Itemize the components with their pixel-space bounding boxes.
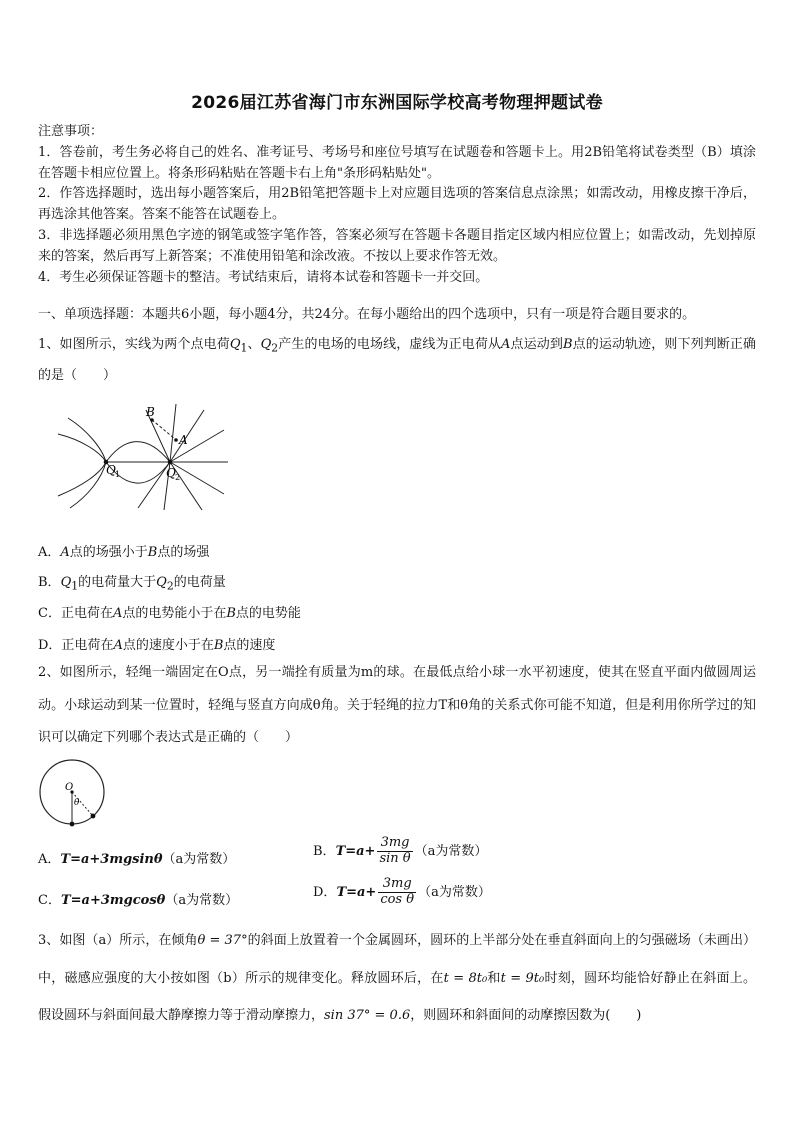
circular-motion-figure (34, 758, 114, 838)
q3-stem: 3、如图（a）所示，在倾角θ = 37°的斜面上放置着一个金属圆环，圆环的上半部分处在垂直斜面向上的匀强磁场（未画出）中，磁感应强度的大小按如图（b）所示的规律变化。释放圆环后，在t = 8t₀和t = 9t₀时刻，圆环均能恰好静止在斜面上。假设圆环与斜面间最大静摩擦力等于滑动摩擦力，sin 37° = 0.6，则圆环和斜面间的动摩擦因数为( ) (38, 933, 756, 1024)
q2-option-c: C．T=a+3mgcosθ（a为常数） (38, 893, 239, 908)
fig-label-o: O (65, 782, 74, 793)
notice-item-2: 2．作答选择题时，选出每小题答案后，用2B铅笔把答题卡上对应题目选项的答案信息点涂黑；如需改动，用橡皮擦干净后，再选涂其他答案。答案不能答在试题卷上。 (38, 186, 756, 223)
q1-stem: 1、如图所示，实线为两个点电荷$Q_1$、$Q_2$产生的电场的电场线，虚线为正电荷从A点运动到B点的运动轨迹，则下列判断正确的是（ ） (38, 337, 756, 383)
q2-option-d: D．T=a+ $\frac{3mg}{\text{cos θ}}$ （a为常数） (313, 876, 491, 907)
q1-option-b: B．$Q_1$的电荷量大于$Q_2$的电荷量 (38, 575, 226, 593)
fig-label-q2: Q (166, 466, 176, 480)
q1-option-d: D．正电荷在A点的速度小于在B点的速度 (38, 638, 276, 653)
q2-option-a: A．T=a+3mgsinθ（a为常数） (38, 852, 236, 867)
notice-heading: 注意事项： (38, 124, 104, 139)
fig-label-q2-sub: 2 (175, 473, 181, 482)
q2-stem: 2、如图所示，轻绳一端固定在O点，另一端拴有质量为m的球。在最低点给小球一水平初速度，使其在竖直平面内做圆周运动。小球运动到某一位置时，轻绳与竖直方向成θ角。关于轻绳的拉力T和θ角的关系式你可能不知道，但是利用你所学过的知识可以确定下列哪个表达式是正确的（ ） (38, 665, 756, 745)
q1-option-a: A．A点的场强小于B点的场强 (38, 545, 210, 560)
fig-label-theta: θ (74, 798, 80, 808)
section-heading: 一、单项选择题：本题共6小题，每小题4分，共24分。在每小题给出的四个选项中，只有一项是符合题目要求的。 (38, 307, 696, 322)
notice-item-4: 4．考生必须保证答题卡的整洁。考试结束后，请将本试卷和答题卡一并交回。 (38, 269, 489, 285)
q2-option-b: B．T=a+ $\frac{3mg}{\text{sin θ}}$ （a为常数） (313, 835, 488, 866)
fig-label-q1: Q (106, 463, 116, 477)
notice-item-1: 1．答卷前，考生务必将自己的姓名、准考证号、考场号和座位号填写在试题卷和答题卡上。用2B铅笔将试卷类型（B）填涂在答题卡相应位置上。将条形码粘贴在答题卡右上角"条形码粘贴处"。 (38, 144, 756, 181)
fig-label-a: A (179, 433, 188, 447)
fig-label-q1-sub: 1 (115, 470, 121, 479)
notice-item-3: 3．非选择题必须用黑色字迹的钢笔或签字笔作答，答案必须写在答题卡各题目指定区域内相应位置上；如需改动，先划掉原来的答案，然后再写上新答案；不准使用铅笔和涂改液。不按以上要求作答无效。 (38, 227, 756, 264)
notice-block (38, 122, 756, 288)
field-lines-figure (52, 400, 232, 510)
page-title: 2026届江苏省海门市东洲国际学校高考物理押题试卷 (191, 93, 603, 113)
fig-label-b: B (146, 405, 155, 419)
q1-option-c: C．正电荷在A点的电势能小于在B点的电势能 (38, 606, 301, 621)
